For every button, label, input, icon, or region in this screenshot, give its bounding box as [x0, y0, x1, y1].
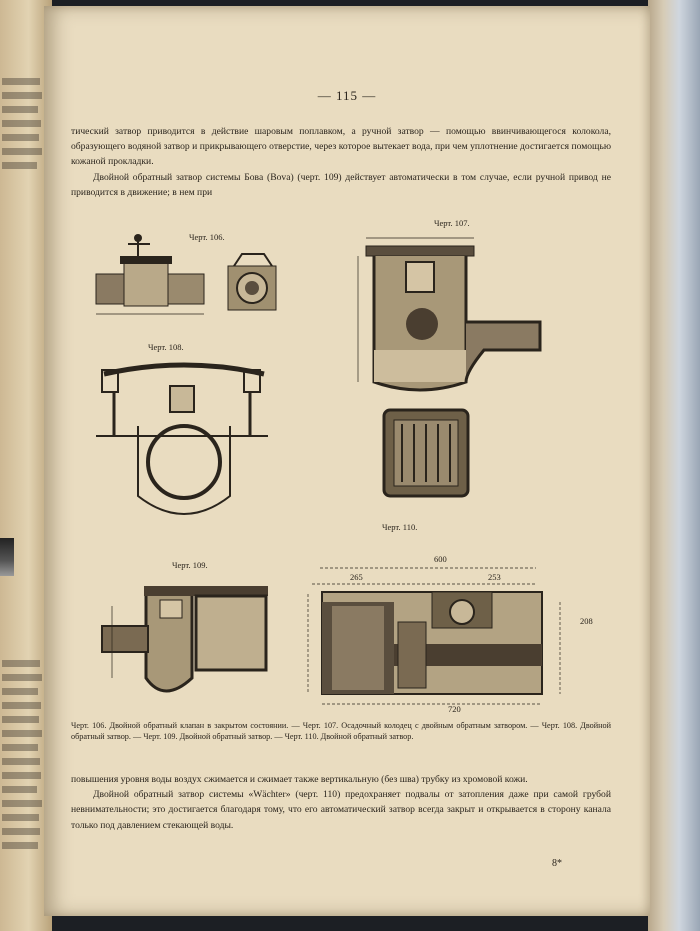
figure-107-label: Черт. 107. [434, 218, 470, 228]
body-text-top [71, 124, 611, 200]
dimension-label: 265 [350, 572, 363, 582]
paragraph: Двойной обратный затвор системы Бова (Bova) (черт. 109) действует автоматически в том случае, если ручной привод не приводится в движение; в нем при [71, 171, 611, 198]
figure-108-drawing [94, 356, 274, 526]
left-page-photo [0, 538, 14, 576]
body-text-bottom [71, 772, 611, 833]
figure-110-label: Черт. 110. [382, 522, 418, 532]
figure-110-drawing [282, 562, 578, 712]
dimension-label: 208 [580, 616, 593, 626]
figure-109-label: Черт. 109. [172, 560, 208, 570]
dimension-label: 600 [434, 554, 447, 564]
figure-caption: Черт. 106. Двойной обратный клапан в закрытом состоянии. — Черт. 107. Осадочный колодец с двойным обратным затвором. — Черт. 108. Двойной обратный затвор. — Черт. 109. Двойной обратный затвор. — Черт. 110. Двойной обратный затвор. [71, 721, 611, 741]
paragraph: тический затвор приводится в действие шаровым поплавком, а ручной затвор — помощью ввинчивающегося колокола, образующего водяной затвор и прикрывающего отверстие, через которое вытекает вода, при чем уплотнение достигается помощью кожаной прокладки. [71, 126, 611, 168]
book-right-edge [648, 0, 700, 931]
dimension-label: 720 [448, 704, 461, 714]
figure-107-drawing [354, 232, 554, 502]
paragraph: повышения уровня воды воздух сжимается и сжимает также вертикальную (без шва) трубку из хромовой кожи. [71, 774, 528, 785]
figure-106-label: Черт. 106. [189, 232, 225, 242]
figure-106-drawing [92, 228, 292, 328]
page-number: — 115 — [317, 88, 377, 103]
figure-108-label: Черт. 108. [148, 342, 184, 352]
figure-109-drawing [98, 582, 274, 710]
book-page [44, 6, 650, 916]
folio-mark: 8* [552, 858, 562, 869]
paragraph: Двойной обратный затвор системы «Wächter» (черт. 110) предохраняет подвалы от затопления даже при самой грубой невнимательности; это достигается благодаря тому, что его автоматический затвор всегда закрыт и открывается в сторону канала только под давлением стекающей воды. [71, 789, 611, 831]
dimension-label: 253 [488, 572, 501, 582]
